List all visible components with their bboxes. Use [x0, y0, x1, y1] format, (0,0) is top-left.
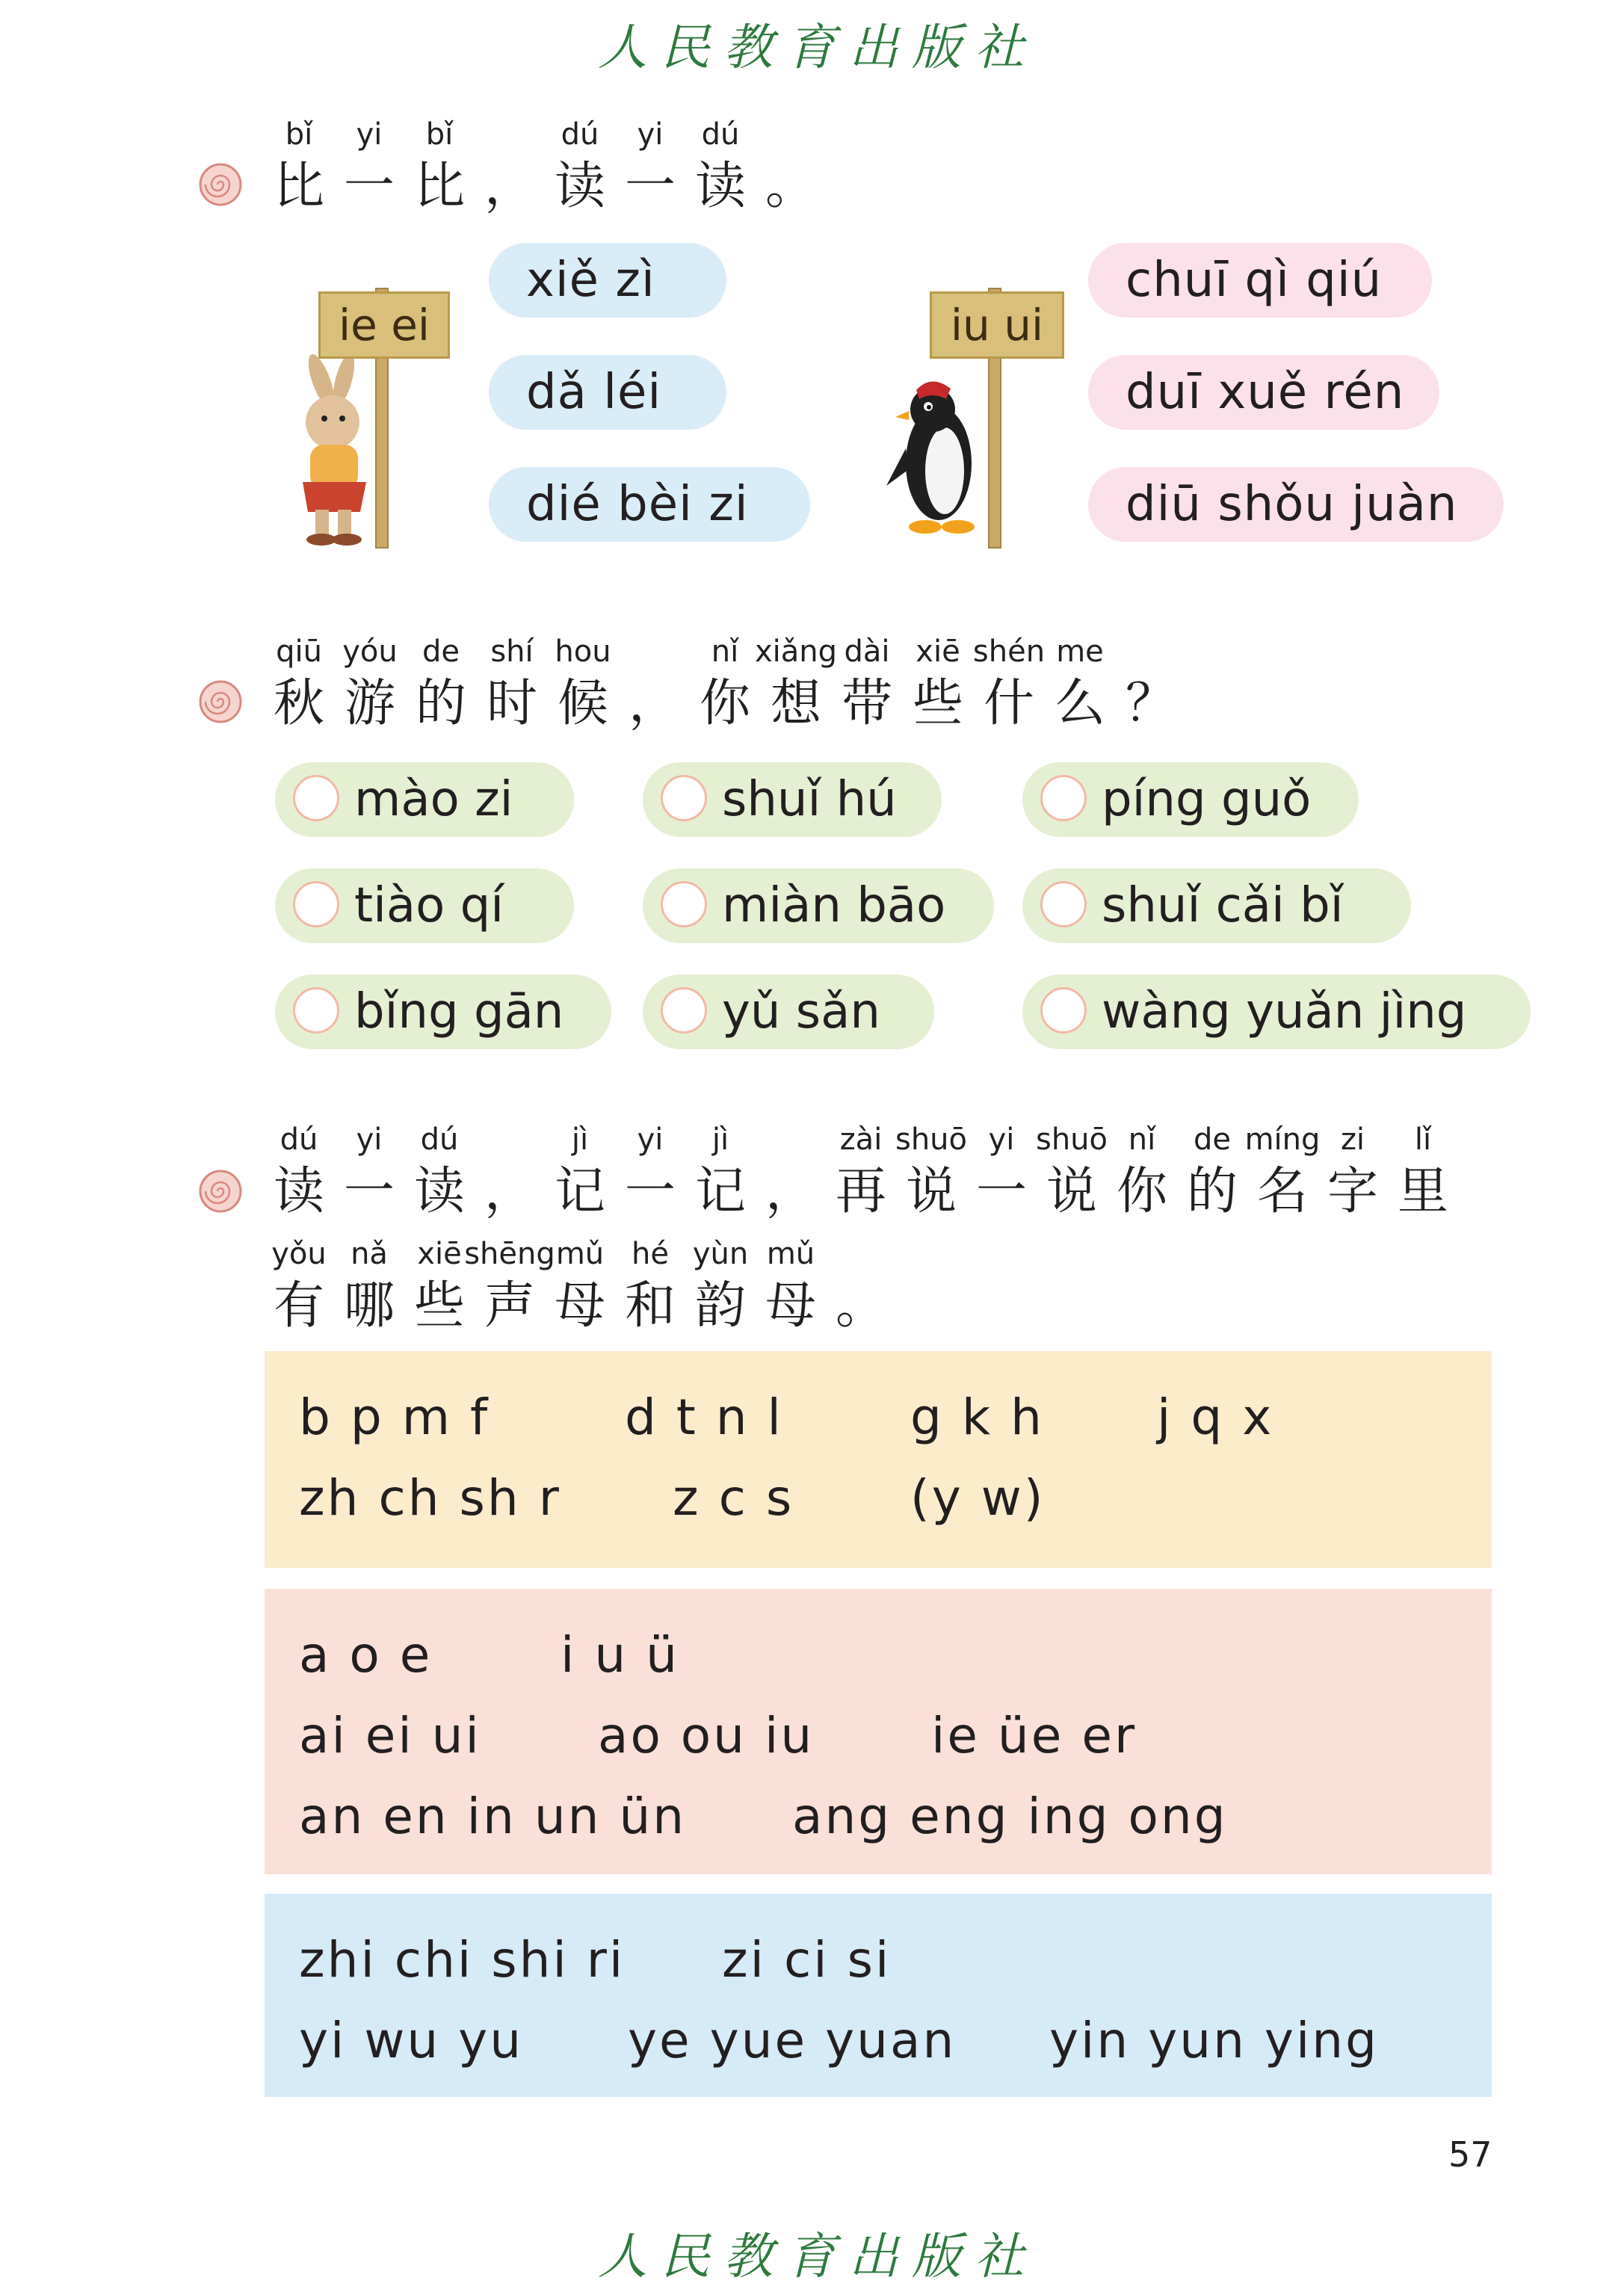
- pinyin-text: dài: [844, 634, 890, 669]
- hanzi-text: 哪: [343, 1276, 395, 1335]
- page-number: 57: [1448, 2134, 1492, 2175]
- hanzi-text: 名: [1256, 1162, 1308, 1221]
- pinyin-text: yi: [356, 1122, 383, 1157]
- publisher-watermark-bottom: 人民教育出版社: [598, 2228, 1037, 2285]
- hanzi-text: 想: [770, 674, 821, 733]
- pinyin-text: nǐ: [1128, 1122, 1156, 1157]
- penguin-sign: iu ui: [930, 291, 1064, 359]
- hanzi-text: 些: [912, 674, 963, 733]
- word-pill: diū shǒu juàn: [1088, 467, 1504, 542]
- option-item[interactable]: miàn bāo: [643, 868, 994, 943]
- option-item[interactable]: yǔ sǎn: [643, 974, 934, 1049]
- hanzi-text: 母: [765, 1276, 816, 1335]
- hanzi-text: 带: [841, 674, 892, 733]
- pinyin-text: mǔ: [766, 1237, 815, 1271]
- checkbox-circle-icon[interactable]: [293, 775, 339, 821]
- pinyin-text: yi: [356, 117, 383, 152]
- pinyin-text: dú: [701, 117, 740, 152]
- pinyin-text: shuō: [895, 1122, 967, 1157]
- hanzi-text: 些: [413, 1276, 465, 1335]
- spiral-marker-icon: [199, 1170, 242, 1213]
- finals-panel: a o e i u ü ai ei ui ao ou iu ie üe er an en in un ün ang eng ing ong: [265, 1589, 1492, 1874]
- pinyin-text: xiē: [916, 634, 960, 669]
- syllables-panel: zhi chi shi ri zi ci si yi wu yu ye yue yuan yin yun ying: [265, 1894, 1492, 2097]
- hanzi-text: 和: [624, 1276, 676, 1335]
- hanzi-text: ，: [628, 674, 679, 733]
- checkbox-circle-icon[interactable]: [661, 881, 707, 927]
- checkbox-circle-icon[interactable]: [293, 881, 339, 927]
- checkbox-circle-icon[interactable]: [293, 987, 339, 1034]
- checkbox-circle-icon[interactable]: [661, 987, 707, 1034]
- hanzi-text: 一: [975, 1162, 1027, 1221]
- hanzi-text: 时: [486, 674, 537, 733]
- pinyin-text: nǎ: [351, 1237, 388, 1271]
- pinyin-text: shí: [490, 634, 534, 669]
- hanzi-text: 声: [484, 1276, 535, 1335]
- option-item[interactable]: shuǐ cǎi bǐ: [1022, 868, 1411, 943]
- hanzi-text: ，: [765, 1162, 816, 1221]
- hanzi-text: 记: [554, 1162, 605, 1221]
- hanzi-text: 韵: [694, 1276, 746, 1335]
- option-item[interactable]: píng guǒ: [1022, 762, 1359, 837]
- hanzi-text: 的: [1186, 1162, 1238, 1221]
- option-item[interactable]: shuǐ hú: [643, 762, 942, 837]
- hanzi-text: 比: [413, 157, 465, 216]
- hanzi-text: ，: [484, 157, 535, 216]
- spiral-marker-icon: [199, 163, 242, 206]
- hanzi-text: 。: [765, 157, 816, 216]
- word-pill: dǎ léi: [489, 355, 726, 430]
- section2-sentence: [269, 634, 1176, 734]
- option-item[interactable]: wàng yuǎn jìng: [1022, 974, 1531, 1049]
- pinyin-text: mǔ: [555, 1237, 605, 1271]
- hanzi-text: 么: [1054, 674, 1105, 733]
- word-pill: xiě zì: [489, 243, 726, 318]
- publisher-watermark-top: 人民教育出版社: [598, 19, 1037, 76]
- hanzi-text: 说: [905, 1162, 957, 1221]
- pinyin-text: nǐ: [711, 634, 739, 669]
- hanzi-text: 有: [273, 1276, 324, 1335]
- pinyin-text: dú: [280, 1122, 318, 1157]
- hanzi-text: 游: [344, 674, 395, 733]
- hanzi-text: 一: [343, 1162, 395, 1221]
- word-pill: chuī qì qiú: [1088, 243, 1432, 318]
- pinyin-text: yóu: [342, 634, 398, 669]
- hanzi-text: 你: [699, 674, 750, 733]
- pinyin-text: bǐ: [425, 117, 454, 152]
- pinyin-text: qiū: [276, 634, 322, 669]
- pinyin-text: me: [1056, 634, 1104, 669]
- pinyin-text: de: [1194, 1122, 1231, 1157]
- section3-sentence-line2: [269, 1239, 942, 1336]
- hanzi-text: 说: [1046, 1162, 1097, 1221]
- hanzi-text: 。: [835, 1276, 886, 1335]
- hanzi-text: ，: [484, 1162, 535, 1221]
- pinyin-text: xiǎng: [754, 634, 838, 669]
- hanzi-text: 母: [554, 1276, 605, 1335]
- checkbox-circle-icon[interactable]: [1040, 881, 1087, 927]
- hanzi-text: 再: [835, 1162, 886, 1221]
- pinyin-text: yi: [988, 1122, 1015, 1157]
- pinyin-text: yǒu: [271, 1237, 327, 1271]
- pinyin-text: lǐ: [1414, 1122, 1432, 1157]
- hanzi-text: 里: [1397, 1162, 1448, 1221]
- hanzi-text: 读: [413, 1162, 465, 1221]
- option-item[interactable]: tiào qí: [275, 868, 574, 943]
- pinyin-text: dú: [561, 117, 599, 152]
- pinyin-text: yùn: [692, 1237, 749, 1271]
- pinyin-text: bǐ: [285, 117, 313, 152]
- pinyin-text: de: [422, 634, 460, 669]
- pinyin-text: hou: [555, 634, 611, 669]
- hanzi-text: 的: [415, 674, 466, 733]
- pinyin-text: shuō: [1035, 1122, 1108, 1157]
- hanzi-text: 比: [273, 157, 324, 216]
- hanzi-text: 记: [694, 1162, 746, 1221]
- pinyin-text: míng: [1244, 1122, 1321, 1157]
- pinyin-text: jì: [711, 1122, 729, 1157]
- hanzi-text: 一: [343, 157, 395, 216]
- option-item[interactable]: mào zi: [275, 762, 574, 837]
- hanzi-text: 你: [1116, 1162, 1167, 1221]
- section1-sentence: [269, 117, 867, 217]
- pinyin-text: shén: [972, 634, 1046, 669]
- pinyin-text: dú: [420, 1122, 459, 1157]
- checkbox-circle-icon[interactable]: [1040, 987, 1087, 1034]
- pinyin-text: hé: [632, 1237, 669, 1271]
- hanzi-text: 秋: [273, 674, 324, 733]
- hanzi-text: ？: [1125, 674, 1176, 733]
- word-pill: dié bèi zi: [489, 467, 810, 542]
- section3-sentence-line1: [269, 1122, 1540, 1222]
- pinyin-text: shēng: [464, 1237, 555, 1271]
- hanzi-text: 读: [694, 157, 746, 216]
- spiral-marker-icon: [199, 680, 242, 723]
- pinyin-text: yi: [637, 1122, 664, 1157]
- pinyin-text: zài: [839, 1122, 883, 1157]
- pinyin-text: zi: [1340, 1122, 1365, 1157]
- initials-panel: b p m f d t n l g k h j q x zh ch sh r z c s (y w): [265, 1351, 1492, 1568]
- hanzi-text: 读: [554, 157, 605, 216]
- pinyin-text: xiē: [417, 1237, 462, 1271]
- checkbox-circle-icon[interactable]: [1040, 775, 1087, 821]
- pinyin-text: yi: [637, 117, 664, 152]
- checkbox-circle-icon[interactable]: [661, 775, 707, 821]
- hanzi-text: 一: [624, 157, 676, 216]
- pinyin-text: jì: [571, 1122, 589, 1157]
- rabbit-sign: ie ei: [318, 291, 450, 359]
- word-pill: duī xuě rén: [1088, 355, 1439, 430]
- hanzi-text: 候: [557, 674, 608, 733]
- hanzi-text: 一: [624, 1162, 676, 1221]
- hanzi-text: 什: [983, 674, 1034, 733]
- option-item[interactable]: bǐng gān: [275, 974, 611, 1049]
- hanzi-text: 读: [273, 1162, 324, 1221]
- hanzi-text: 字: [1327, 1162, 1378, 1221]
